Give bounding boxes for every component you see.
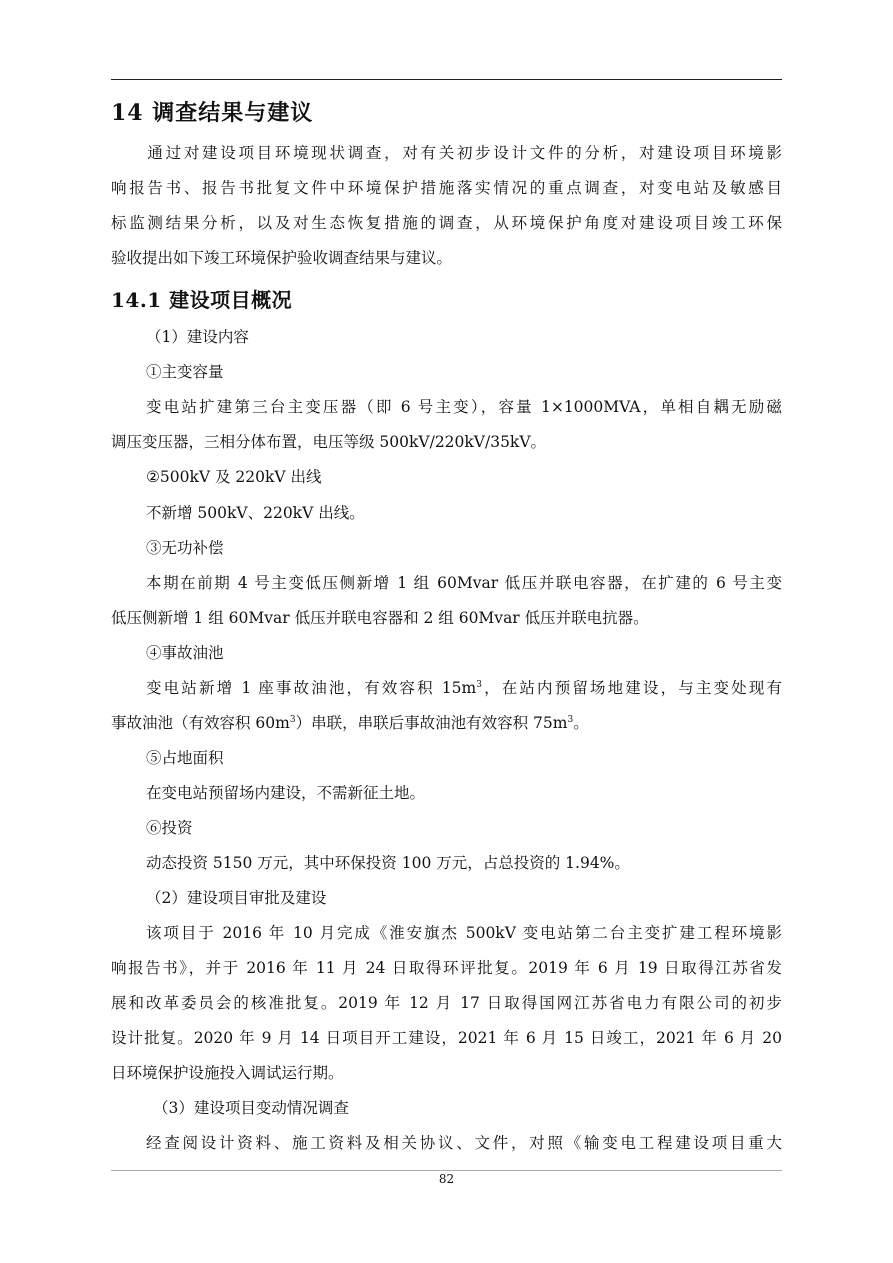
item-1-title: ①主变容量 (146, 363, 224, 381)
item-4-line-2-c: 。 (573, 714, 589, 732)
subsection-2-line-3: 展和改革委员会的核准批复。2019 年 12 月 17 日取得国网江苏省电力有限公司的初步 (111, 994, 782, 1012)
item-4-line-1-a: 变电站新增 1 座事故油池，有效容积 15m (146, 679, 477, 697)
subsection-2-line-2: 响报告书》，并于 2016 年 11 月 24 日取得环评批复。2019 年 6 月 19 日取得江苏省发 (111, 959, 782, 977)
item-6-title: ⑥投资 (146, 819, 193, 837)
item-4-line-1-sup: 3 (476, 679, 482, 690)
subsection-3-line-1: 经查阅设计资料、施工资料及相关协议、文件，对照《输变电工程建设项目重大 (146, 1134, 782, 1152)
section-heading: 14.1 建设项目概况 (111, 288, 293, 312)
item-4-line-2-sup-2: 3 (567, 714, 574, 725)
subsection-2-line-4: 设计批复。2020 年 9 月 14 日项目开工建设，2021 年 6 月 15 日竣工，2021 年 6 月 20 (111, 1029, 782, 1047)
item-5-title: ⑤占地面积 (146, 749, 224, 767)
item-3-line-2: 低压侧新增 1 组 60Mvar 低压并联电容器和 2 组 60Mvar 低压并联电抗器。 (111, 609, 649, 627)
item-3-line-1: 本期在前期 4 号主变低压侧新增 1 组 60Mvar 低压并联电容器，在扩建的 6 号主变 (146, 574, 782, 592)
item-2-title: ②500kV 及 220kV 出线 (146, 468, 322, 486)
item-6-text: 动态投资 5150 万元，其中环保投资 100 万元，占总投资的 1.94%。 (146, 854, 630, 872)
item-4-line-2 (111, 712, 589, 734)
item-2-text: 不新增 500kV、220kV 出线。 (146, 504, 365, 522)
item-1-line-1: 变电站扩建第三台主变压器（即 6 号主变），容量 1×1000MVA，单相自耦无励磁 (146, 398, 782, 416)
item-1-line-2: 调压变压器，三相分体布置，电压等级 500kV/220kV/35kV。 (111, 433, 547, 451)
item-4-title: ④事故油池 (146, 644, 224, 662)
item-4-line-2-sup-1: 3 (289, 714, 296, 725)
footer-rule (111, 1170, 782, 1171)
subsection-2-line-5: 日环境保护设施投入调试运行期。 (111, 1064, 344, 1082)
subsection-2-line-1: 该项目于 2016 年 10 月完成《淮安旗杰 500kV 变电站第二台主变扩建工程环境影 (146, 924, 782, 942)
chapter-heading: 14 调查结果与建议 (111, 100, 314, 126)
subsection-1-title: （1）建设内容 (146, 328, 249, 346)
item-4-line-2-b: ）串联，串联后事故油池有效容积 75m (295, 714, 568, 732)
intro-line-3: 标监测结果分析，以及对生态恢复措施的调查，从环境保护角度对建设项目竣工环保 (111, 214, 782, 232)
item-4-line-1-b: ，在站内预留场地建设，与主变处现有 (481, 679, 782, 697)
page-number: 82 (438, 1172, 455, 1186)
intro-line-4: 验收提出如下竣工环境保护验收调查结果与建议。 (111, 249, 453, 267)
subsection-3-title: （3）建设项目变动情况调查 (153, 1099, 349, 1117)
subsection-2-title: （2）建设项目审批及建设 (146, 889, 327, 907)
item-4-line-1 (146, 677, 782, 699)
item-5-text: 在变电站预留场内建设，不需新征土地。 (146, 784, 426, 802)
intro-line-1: 通过对建设项目环境现状调查，对有关初步设计文件的分析，对建设项目环境影 (111, 144, 782, 162)
intro-line-2: 响报告书、报告书批复文件中环境保护措施落实情况的重点调查，对变电站及敏感目 (111, 179, 782, 197)
header-rule (111, 79, 782, 80)
item-4-line-2-a: 事故油池（有效容积 60m (111, 714, 290, 732)
item-3-title: ③无功补偿 (146, 539, 224, 557)
